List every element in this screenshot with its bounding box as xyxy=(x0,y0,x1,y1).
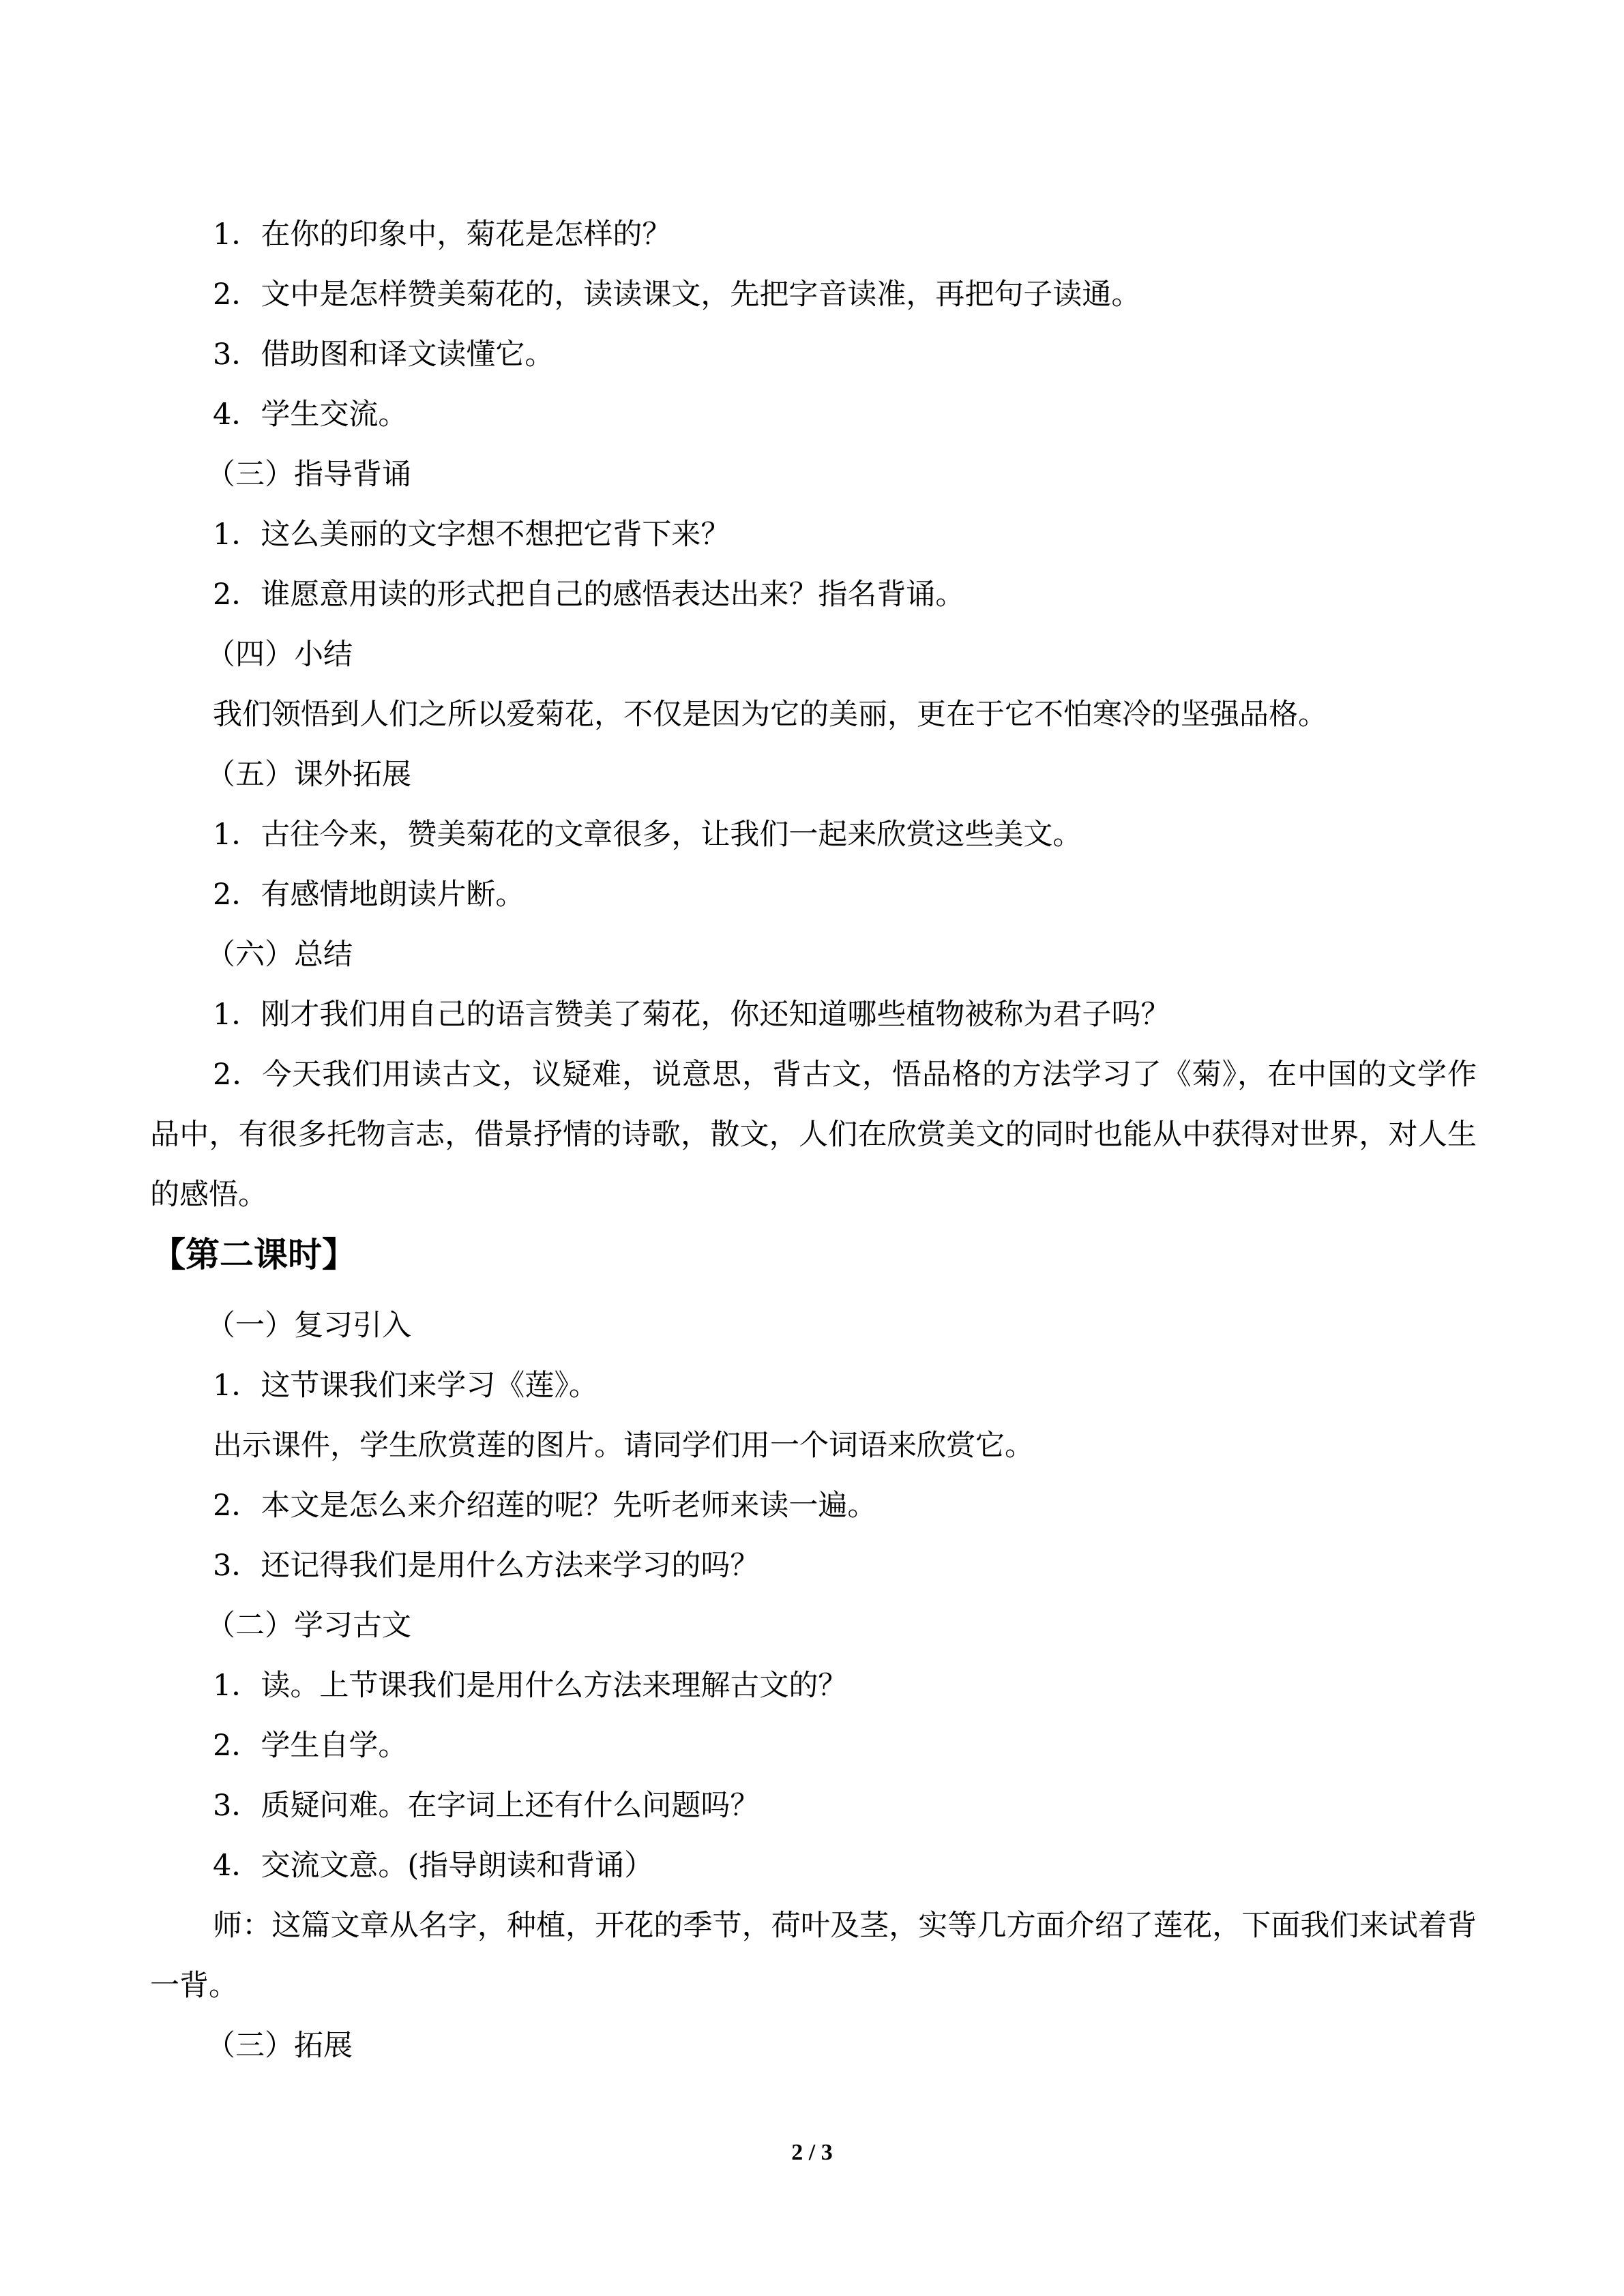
list-item: 1．这么美丽的文字想不想把它背下来？ xyxy=(213,518,730,552)
list-item: 2．文中是怎样赞美菊花的，读读课文，先把字音读准，再把句子读通。 xyxy=(213,278,1141,312)
list-item: 1．这节课我们来学习《莲》。 xyxy=(213,1369,598,1403)
list-item: 3．质疑问难。在字词上还有什么问题吗？ xyxy=(213,1789,760,1823)
section-heading: （一）复习引入 xyxy=(206,1309,411,1343)
list-item: 2．谁愿意用读的形式把自己的感悟表达出来？指名背诵。 xyxy=(213,578,965,612)
paragraph: 2．今天我们用读古文，议疑难，说意思，背古文，悟品格的方法学习了《菊》，在中国的文学作品中，有很多托物言志，借景抒情的诗歌，散文，人们在欣赏美文的同时也能从中获得对世界，对人生的感悟。 xyxy=(150,1058,1477,1212)
section-heading: （五）课外拓展 xyxy=(206,758,411,792)
list-item: 1．刚才我们用自己的语言赞美了菊花，你还知道哪些植物被称为君子吗？ xyxy=(213,998,1170,1032)
list-item: 1．在你的印象中，菊花是怎样的？ xyxy=(213,218,672,252)
document-body xyxy=(150,205,1477,2076)
section-heading: （四）小结 xyxy=(206,638,353,672)
paragraph: 出示课件，学生欣赏莲的图片。请同学们用一个词语来欣赏它。 xyxy=(213,1429,1034,1463)
list-item: 4．学生交流。 xyxy=(213,398,408,432)
page-number: 2 / 3 xyxy=(791,2140,833,2165)
list-item: 3．借助图和译文读懂它。 xyxy=(213,338,555,372)
list-item: 2．学生自学。 xyxy=(213,1729,408,1763)
section-heading: （三）指导背诵 xyxy=(206,458,411,492)
paragraph: 师：这篇文章从名字，种植，开花的季节，荷叶及茎，实等几方面介绍了莲花，下面我们来试着背一背。 xyxy=(150,1909,1477,2003)
list-item: 2．本文是怎么来介绍莲的呢？先听老师来读一遍。 xyxy=(213,1489,877,1523)
list-item: 4．交流文意。(指导朗读和背诵） xyxy=(213,1849,654,1883)
section-heading: （六）总结 xyxy=(206,938,353,972)
list-item: 1．古往今来，赞美菊花的文章很多，让我们一起来欣赏这些美文。 xyxy=(213,818,1082,852)
section-heading: （三）拓展 xyxy=(206,2029,353,2063)
list-item: 3．还记得我们是用什么方法来学习的吗？ xyxy=(213,1549,760,1583)
section-heading: （二）学习古文 xyxy=(206,1609,411,1643)
lesson-heading: 【第二课时】 xyxy=(151,1235,356,1274)
list-item: 1．读。上节课我们是用什么方法来理解古文的？ xyxy=(213,1669,848,1703)
paragraph: 我们领悟到人们之所以爱菊花，不仅是因为它的美丽，更在于它不怕寒冷的坚强品格。 xyxy=(213,698,1327,732)
list-item: 2．有感情地朗读片断。 xyxy=(213,878,525,912)
